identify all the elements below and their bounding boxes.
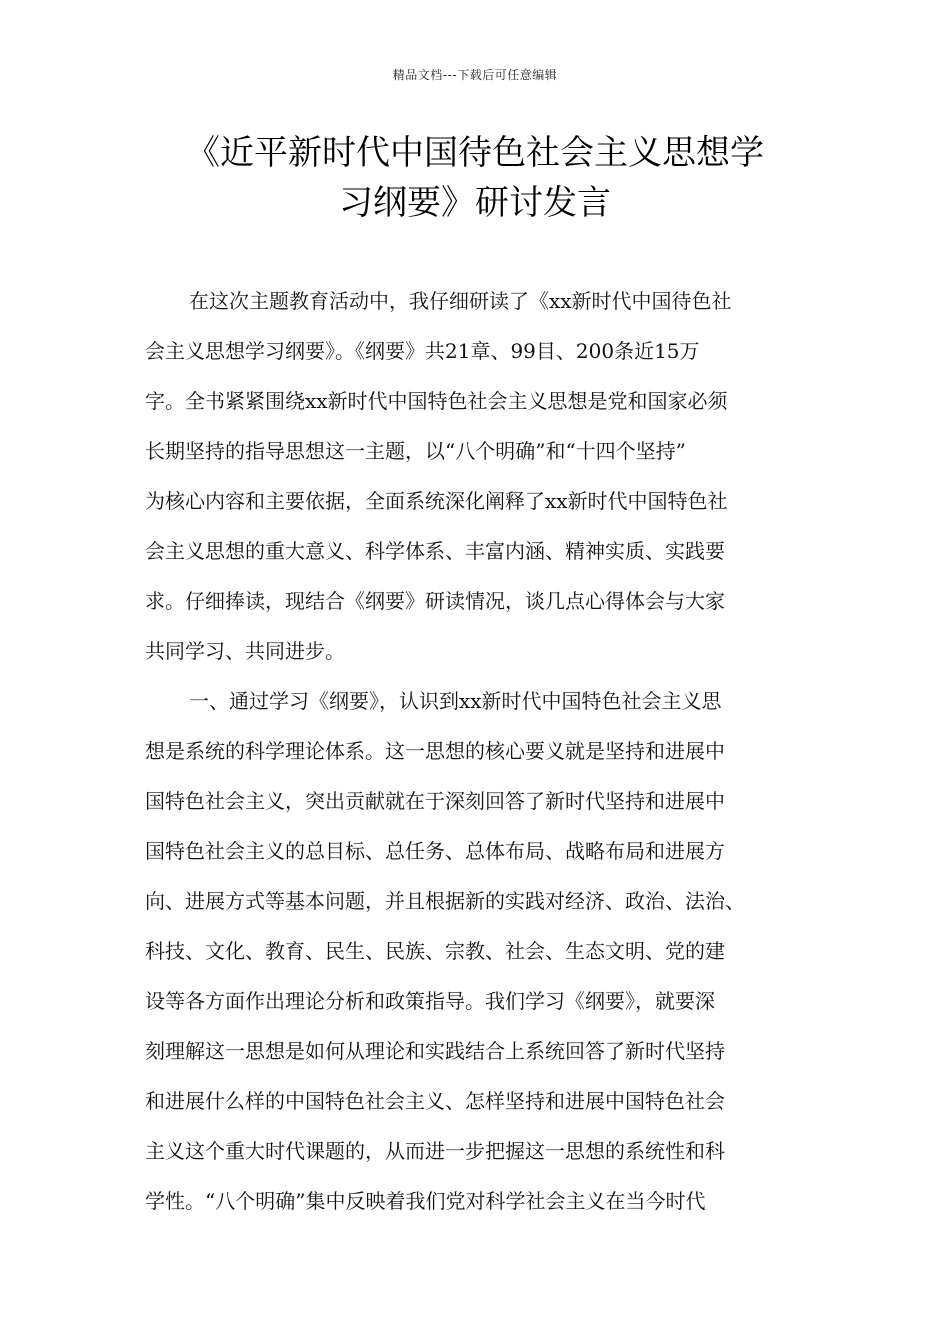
paragraph-line: 学性。“八个明确”集中反映着我们党对科学社会主义在当今时代 <box>145 1189 706 1213</box>
paragraph-line: 和进展什么样的中国特色社会主义、怎样坚持和进展中国特色社会 <box>145 1089 725 1113</box>
title-line: 《近平新时代中国待色社会主义思想学 <box>186 133 764 173</box>
paragraph-line: 求。仔细捧读，现结合《纲要》研读情况，谈几点心得体会与大家 <box>145 589 725 613</box>
paragraph-line: 字。全书紧紧围绕xx新时代中国特色社会主义思想是党和国家必须 <box>145 389 728 413</box>
paragraph-line: 共同学习、共同进步。 <box>145 639 345 663</box>
header-note: 精品文档---下载后可任意编辑 <box>392 68 558 82</box>
paragraph-line: 向、进展方式等基本问题，并且根据新的实践对经济、政治、法治、 <box>145 889 745 913</box>
document-body <box>145 276 807 1226</box>
paragraph-line: 一、通过学习《纲要》，认识到xx新时代中国特色社会主义思 <box>189 689 722 713</box>
paragraph-line: 会主义思想学习纲要》。《纲要》共21章、99目、200条近15万 <box>145 339 700 363</box>
paragraph-line: 想是系统的科学理论体系。这一思想的核心要义就是坚持和进展中 <box>145 739 725 763</box>
paragraph-line: 为核心内容和主要依据，全面系统深化阐释了xx新时代中国特色社 <box>145 489 728 513</box>
paragraph-line: 刻理解这一思想是如何从理论和实践结合上系统回答了新时代坚持 <box>145 1039 725 1063</box>
paragraph-line: 会主义思想的重大意义、科学体系、丰富内涵、精神实质、实践要 <box>145 539 725 563</box>
paragraph-line: 国特色社会主义，突出贡献就在于深刻回答了新时代坚持和进展中 <box>145 789 725 813</box>
paragraph-line: 设等各方面作出理论分析和政策指导。我们学习《纲要》，就要深 <box>145 989 715 1013</box>
paragraph-line: 国特色社会主义的总目标、总任务、总体布局、战略布局和进展方 <box>145 839 725 863</box>
paragraph-line: 长期坚持的指导思想这一主题，以“八个明确”和“十四个坚持” <box>145 439 686 463</box>
document-title <box>145 128 805 228</box>
paragraph-line: 主义这个重大时代课题的，从而进一步把握这一思想的系统性和科 <box>145 1139 725 1163</box>
paragraph-line: 在这次主题教育活动中，我仔细研读了《xx新时代中国待色社 <box>189 289 732 313</box>
paragraph-line: 科技、文化、教育、民生、民族、宗教、社会、生态文明、党的建 <box>145 939 725 963</box>
title-line: 习纲要》研讨发言 <box>339 183 611 223</box>
